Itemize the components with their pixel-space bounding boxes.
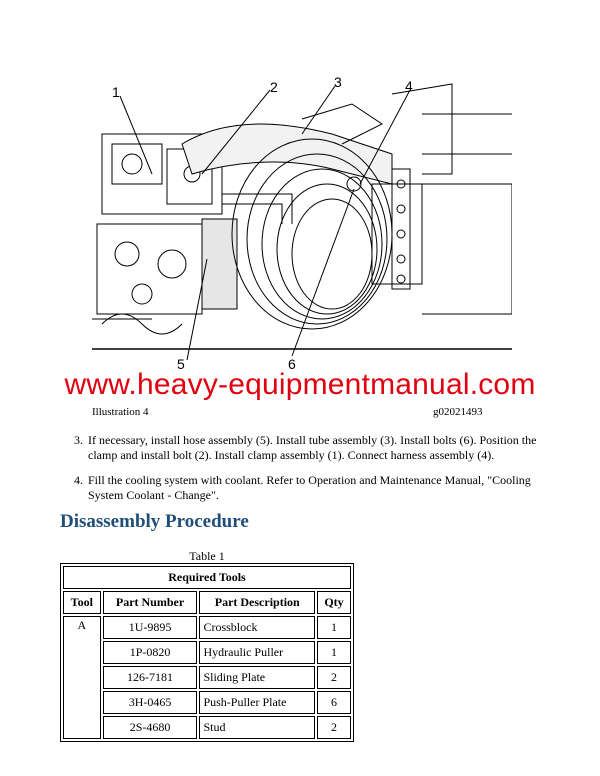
part-description: Stud (199, 716, 315, 739)
part-qty: 2 (317, 666, 351, 689)
engine-illustration (92, 74, 512, 374)
part-description: Sliding Plate (199, 666, 315, 689)
header-part-description: Part Description (199, 591, 315, 614)
table-row (63, 716, 351, 739)
step-number: 3. (74, 433, 83, 447)
part-number: 1P-0820 (103, 641, 198, 664)
header-qty: Qty (317, 591, 351, 614)
tool-letter: A (63, 616, 101, 739)
part-qty: 2 (317, 716, 351, 739)
engine-line-drawing (92, 74, 512, 374)
callout-5: 5 (177, 356, 185, 372)
header-part-number: Part Number (103, 591, 198, 614)
table-row (63, 666, 351, 689)
watermark-url: www.heavy-equipmentmanual.com (64, 368, 536, 401)
table-row (63, 616, 351, 639)
section-heading: Disassembly Procedure (60, 511, 249, 532)
required-tools-table (60, 563, 354, 742)
table-row (63, 691, 351, 714)
step-number: 4. (74, 473, 83, 487)
table-title: Required Tools (63, 566, 351, 589)
callout-4: 4 (405, 78, 413, 94)
part-qty: 1 (317, 616, 351, 639)
part-number: 126-7181 (103, 666, 198, 689)
step-4 (74, 473, 544, 503)
part-number: 3H-0465 (103, 691, 198, 714)
part-description: Crossblock (199, 616, 315, 639)
callout-3: 3 (334, 74, 342, 90)
callout-1: 1 (112, 84, 120, 100)
part-qty: 6 (317, 691, 351, 714)
table-title-row (63, 566, 351, 589)
step-text: Fill the cooling system with coolant. Refer to Operation and Maintenance Manual, "Cooling System Coolant - Change". (88, 473, 531, 502)
illustration-code: g02021493 (433, 406, 483, 418)
header-tool: Tool (63, 591, 101, 614)
table-row (63, 641, 351, 664)
table-header-row (63, 591, 351, 614)
part-description: Push-Puller Plate (199, 691, 315, 714)
illustration-label: Illustration 4 (92, 406, 149, 418)
part-description: Hydraulic Puller (199, 641, 315, 664)
step-3 (74, 433, 544, 463)
table-caption: Table 1 (189, 549, 225, 563)
callout-2: 2 (270, 79, 278, 95)
callout-6: 6 (288, 356, 296, 372)
part-qty: 1 (317, 641, 351, 664)
part-number: 1U-9895 (103, 616, 198, 639)
step-text: If necessary, install hose assembly (5). Install tube assembly (3). Install bolts (6). Position the clamp and install bolt (2). Install clamp assembly (1). Connect harness assembly (4). (88, 433, 537, 462)
part-number: 2S-4680 (103, 716, 198, 739)
